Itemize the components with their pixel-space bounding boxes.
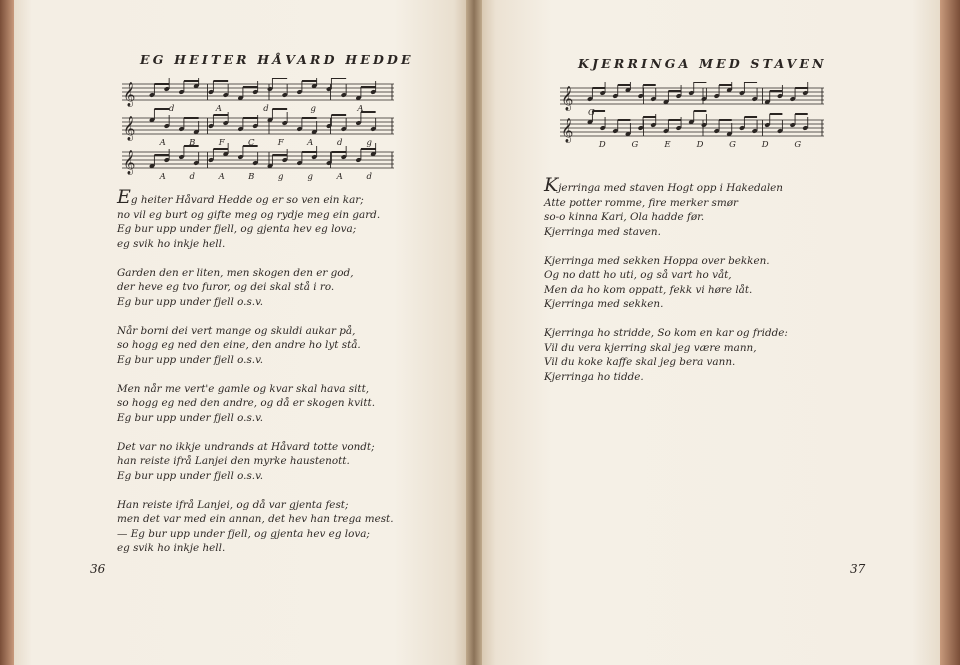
staff-system bbox=[122, 143, 394, 182]
chord-label: C bbox=[247, 138, 255, 148]
lyric-line: Eg bur upp under fjell o.s.v. bbox=[117, 469, 264, 482]
chord-label: d bbox=[168, 104, 175, 114]
left-page-number: 36 bbox=[90, 562, 106, 576]
left-stanza-3 bbox=[117, 324, 394, 368]
lyric-line: Vil du koke kaffe skal jeg bera vann. bbox=[544, 356, 736, 368]
left-stanza-2 bbox=[117, 266, 394, 310]
left-initial-letter: E bbox=[117, 186, 131, 208]
page-edge-right bbox=[940, 0, 960, 665]
right-sheet-music bbox=[558, 82, 826, 154]
left-stanza-6 bbox=[117, 498, 394, 556]
right-music-score bbox=[558, 82, 826, 154]
right-stanza-1 bbox=[544, 174, 788, 239]
left-music-score bbox=[120, 78, 396, 182]
chord-label: B bbox=[189, 138, 196, 148]
left-stanza-1 bbox=[117, 186, 394, 251]
lyric-line: Det var no ikkje undrands at Håvard totte vondt; bbox=[117, 440, 375, 453]
lyric-line: Kjerringa med sekken. bbox=[544, 298, 664, 310]
right-song-title: KJERRINGA MED STAVEN bbox=[578, 56, 827, 71]
chord-label: A bbox=[215, 104, 222, 114]
lyric-line: Eg bur upp under fjell o.s.v. bbox=[117, 411, 264, 424]
treble-clef: 𝄞 bbox=[561, 118, 574, 142]
chord-label: g bbox=[278, 172, 284, 182]
lyric-line: Når borni dei vert mange og skuldi aukar på, bbox=[117, 324, 356, 337]
chord-label: g bbox=[310, 104, 316, 114]
staff-system bbox=[122, 109, 394, 148]
right-lyrics bbox=[544, 174, 788, 384]
chord-label: G bbox=[588, 108, 595, 118]
chord-label: B bbox=[248, 172, 255, 182]
right-first-line bbox=[544, 174, 788, 196]
lyric-line: eg svik ho inkje hell. bbox=[117, 542, 226, 554]
chord-label: d bbox=[189, 172, 195, 182]
chord-label: A bbox=[307, 138, 314, 148]
right-page-number: 37 bbox=[850, 562, 866, 576]
chord-label: G bbox=[729, 140, 736, 150]
lyric-line: so hogg eg ned den eine, den andre ho lyt stå. bbox=[117, 339, 361, 351]
chord-label: A bbox=[336, 172, 343, 182]
treble-clef: 𝄞 bbox=[123, 82, 136, 106]
chord-label: d bbox=[263, 104, 269, 114]
left-song-title: EG HEITER HÅVARD HEDDE bbox=[140, 52, 414, 67]
left-page bbox=[14, 0, 466, 665]
chord-label: G bbox=[794, 140, 802, 150]
lyric-line: Kjerringa med staven. bbox=[544, 225, 661, 238]
chord-label: E bbox=[664, 140, 671, 150]
treble-clef: 𝄞 bbox=[561, 86, 574, 110]
chord-label: F bbox=[277, 138, 284, 148]
chord-label: D bbox=[761, 140, 769, 150]
lyric-line: Kjerringa ho tidde. bbox=[544, 370, 644, 383]
lyric-line: Kjerringa med sekken Hoppa over bekken. bbox=[544, 254, 770, 267]
chord-label: g bbox=[366, 138, 372, 148]
chord-label: G bbox=[631, 140, 639, 150]
lyric-line: Og no datt ho uti, og så vart ho våt, bbox=[544, 269, 732, 281]
treble-clef: 𝄞 bbox=[123, 150, 136, 174]
chord-label: A bbox=[159, 172, 166, 182]
chord-label: A bbox=[357, 104, 364, 114]
right-initial-letter: K bbox=[544, 174, 559, 196]
chord-label: g bbox=[307, 172, 313, 182]
chord-label: d bbox=[337, 138, 343, 148]
lyric-line: Men når me vert'e gamle og kvar skal hava sitt, bbox=[117, 382, 370, 395]
lyric-line: Garden den er liten, men skogen den er god, bbox=[117, 266, 354, 279]
chord-label: F bbox=[218, 138, 225, 148]
lyric-line: der heve eg tvo furor, og dei skal stå i ro. bbox=[117, 281, 335, 293]
lyric-line: so-o kinna Kari, Ola hadde før. bbox=[544, 211, 705, 223]
chord-label: A bbox=[218, 172, 225, 182]
staff-system bbox=[560, 111, 824, 150]
page-edge-left bbox=[0, 0, 14, 665]
lyric-line: no vil eg burt og gifte meg og rydje meg ein gard. bbox=[117, 208, 381, 221]
lyric-line: han reiste ifrå Lanjei den myrke haustenott. bbox=[117, 455, 350, 467]
right-stanza-3 bbox=[544, 326, 788, 384]
lyric-line: Kjerringa ho stridde, So kom en kar og fridde: bbox=[544, 327, 788, 339]
chord-label: D bbox=[696, 140, 704, 150]
treble-clef: 𝄞 bbox=[123, 116, 136, 140]
lyric-line: Men da ho kom oppatt, fekk vi høre låt. bbox=[544, 283, 753, 296]
chord-label: A bbox=[159, 138, 166, 148]
lyric-line: so hogg eg ned den andre, og då er skogen kvitt. bbox=[117, 397, 376, 409]
lyric-line: — Eg bur upp under fjell, og gjenta hev eg lova; bbox=[117, 527, 370, 540]
lyric-line: Atte potter romme, fire merker smør bbox=[544, 196, 738, 209]
right-first-line-text: jerringa med staven Hogt opp i Hakedalen bbox=[558, 182, 783, 194]
lyric-line: Eg bur upp under fjell o.s.v. bbox=[117, 353, 264, 366]
left-sheet-music bbox=[120, 78, 396, 182]
lyric-line: Eg bur upp under fjell o.s.v. bbox=[117, 295, 264, 308]
lyric-line: eg svik ho inkje hell. bbox=[117, 237, 226, 250]
chord-label: D bbox=[598, 140, 606, 150]
left-lyrics bbox=[117, 186, 394, 556]
right-stanza-2 bbox=[544, 254, 788, 312]
left-first-line bbox=[117, 186, 394, 208]
chord-label: d bbox=[366, 172, 372, 182]
left-stanza-5 bbox=[117, 440, 394, 484]
lyric-line: Han reiste ifrå Lanjei, og då var gjenta fest; bbox=[117, 498, 349, 511]
lyric-line: Eg bur upp under fjell, og gjenta hev eg lova; bbox=[117, 223, 357, 235]
left-first-line-text: g heiter Håvard Hedde og er so ven ein kar; bbox=[130, 194, 364, 206]
book-gutter bbox=[466, 0, 482, 665]
lyric-line: men det var med ein annan, det hev han trega mest. bbox=[117, 513, 394, 525]
left-stanza-4 bbox=[117, 382, 394, 426]
right-page bbox=[482, 0, 940, 665]
lyric-line: Vil du vera kjerring skal jeg være mann, bbox=[544, 341, 757, 354]
staff-system bbox=[560, 82, 824, 111]
